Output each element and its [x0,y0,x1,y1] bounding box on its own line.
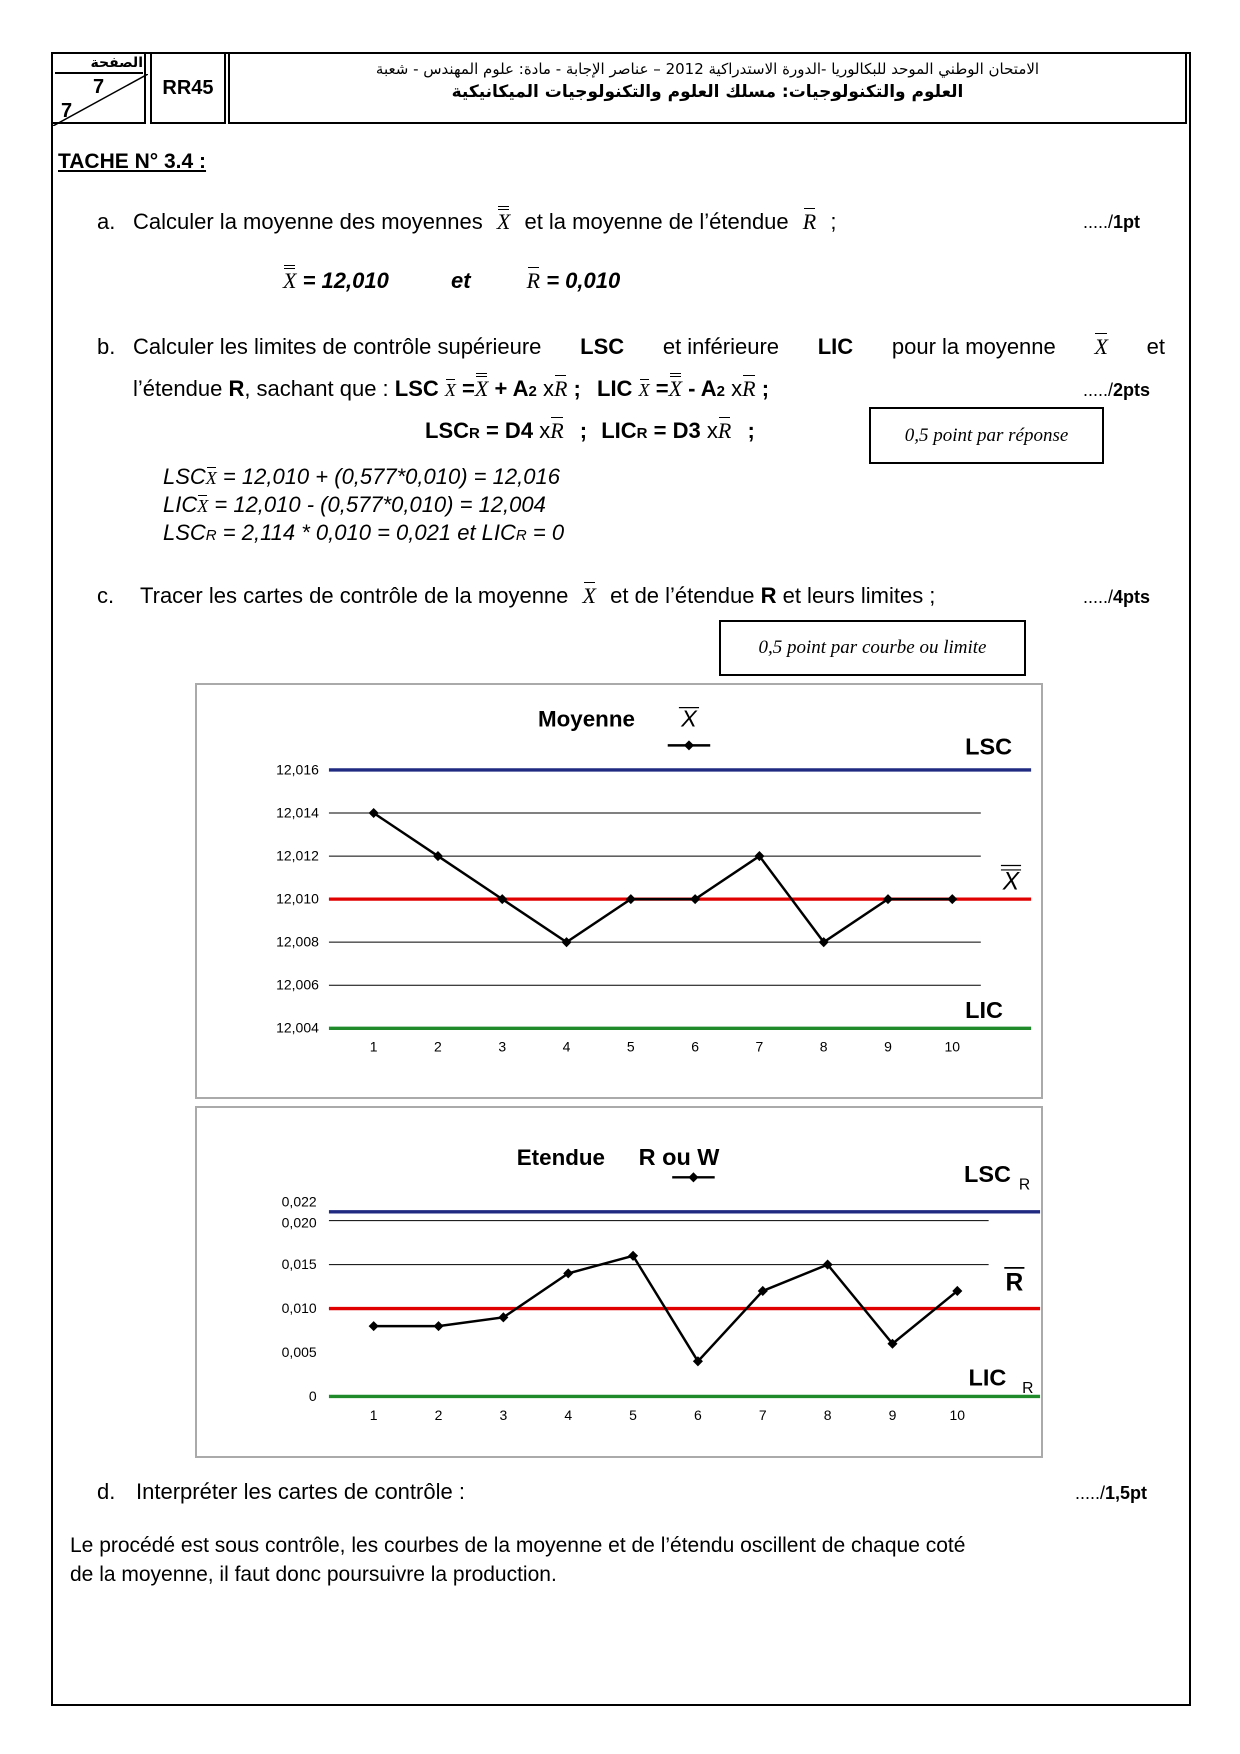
c-text1: Tracer les cartes de contrôle de la moyenne [140,583,569,608]
answer-d-line2: de la moyenne, il faut donc poursuivre la production. [70,1563,557,1586]
mean-control-chart-box [195,683,1043,1099]
r-bar-symbol: R [717,418,732,443]
sub-r: R [515,527,527,544]
points-value: 2pts [1113,380,1151,400]
x-bar-sub: X [205,468,217,488]
c-text2: et de l’étendue [610,583,755,608]
answer-b-3 [163,520,564,546]
x-double-bar-symbol: X [283,268,297,293]
y-tick-label: 0,020 [281,1214,317,1231]
y-tick-label: 0,022 [281,1193,317,1210]
x-tick-label: 2 [434,1406,443,1423]
formula-minus: - A [688,376,717,401]
b-lsc: LSC [580,334,625,359]
points-value: 4pts [1113,587,1151,607]
x-bar-sub: X [444,380,456,400]
x-double-bar-symbol: X [474,376,489,401]
y-tick-label: 0 [308,1387,317,1404]
points-value: 1,5pt [1105,1483,1148,1503]
exam-header [51,52,1187,126]
points-prefix: ...../ [1083,380,1114,400]
ans1: = 12,010 + (0,577*0,010) = 12,016 [222,464,560,489]
x-tick-label: 4 [564,1406,573,1423]
r-bar-symbol: R [526,268,541,293]
question-a-text [133,209,836,235]
points-prefix: ...../ [1083,212,1114,232]
page-total: 7 [61,100,73,122]
question-d-label: d. [97,1479,116,1504]
semicolon: ; [573,376,581,401]
y-tick-label: 12,006 [276,976,319,993]
x-tick-label: 5 [626,1038,635,1055]
label-center: X [1002,868,1020,896]
x-tick-label: 8 [823,1406,832,1423]
points-prefix: ...../ [1083,587,1114,607]
ans3c: = 0 [532,520,565,545]
question-b-label: b. [97,334,116,359]
exam-title-line2: العلوم والتكنولوجيات: مسلك العلوم والتكنولوجيات الميكانيكية [451,82,964,102]
answer-b-1 [163,464,560,490]
x-tick-label: 8 [819,1038,828,1055]
question-b-line1 [133,334,1165,360]
task-title: TACHE N° 3.4 : [58,150,207,173]
label-licr: LIC [968,1364,1007,1391]
page-current: 7 [93,76,105,98]
x-tick-label: 10 [949,1406,966,1423]
question-b-line3 [425,418,755,444]
legend-marker [688,1172,698,1182]
question-d-text: Interpréter les cartes de contrôle : [136,1479,465,1504]
formula-plus: + A [494,376,529,401]
x-tick-label: 9 [888,1406,897,1423]
r-bar-symbol: R [742,376,756,401]
r-bar-symbol: R [553,376,568,401]
x-tick-label: 9 [884,1038,892,1055]
chart1-title-symbol: X [681,705,697,732]
y-tick-label: 12,008 [276,933,319,950]
note-c: 0,5 point par courbe ou limite [719,620,1026,676]
formula-licr: LIC [601,418,637,443]
b-text4: et [1146,334,1165,359]
formula-lic: LIC [597,376,633,401]
formula-d3: = D3 [653,418,701,443]
question-c-text [140,583,935,609]
x-tick-label: 6 [694,1406,702,1423]
ans3a: LSC [163,520,206,545]
c-text3: et leurs limites ; [782,583,936,608]
c-r: R [760,583,777,608]
question-d-points [1075,1483,1147,1504]
label-lsc: LSC [965,733,1013,760]
question-a-text1: Calculer la moyenne des moyennes [133,209,483,234]
data-point [369,1321,379,1331]
chart2-title-suffix: R ou W [638,1144,720,1171]
mean-control-chart [197,685,1041,1097]
sub-r: R [636,425,648,442]
x-tick-label: 7 [758,1406,767,1423]
chart1-title: Moyenne [538,706,635,732]
x-tick-label: 4 [562,1038,571,1055]
b-text1: Calculer les limites de contrôle supérieure [133,334,542,359]
x-tick-label: 3 [498,1038,507,1055]
note-b: 0,5 point par réponse [869,407,1104,464]
semicolon: ; [761,376,770,401]
x-tick-label: 3 [499,1406,508,1423]
answer-a-r: = 0,010 [546,268,621,293]
label-rbar: R [1005,1269,1024,1297]
x-bar-symbol: X [582,583,596,608]
b-line2a: l’étendue [133,376,223,401]
times-sign: x [542,376,554,401]
y-tick-label: 0,015 [281,1256,317,1273]
y-tick-label: 12,016 [276,761,319,778]
page-number-box [51,52,146,124]
sub-2: 2 [528,383,537,400]
data-point [947,894,957,904]
answer-a [283,268,620,294]
semicolon: ; [747,418,755,443]
question-a-points [1083,212,1140,233]
y-tick-label: 12,014 [276,804,319,821]
points-value: 1pt [1113,212,1141,232]
question-b-line2: l’étendue R, sachant que : LSC X =X + A2 xR ; LIC X =X - A2 xR ; [133,376,770,401]
question-c-points [1083,587,1150,608]
label-lscr: LSC [964,1160,1011,1187]
x-bar-sub: X [197,496,209,516]
sub-r: R [469,425,480,442]
answer-a-x: = 12,010 [302,268,389,293]
y-tick-label: 0,010 [281,1300,317,1317]
times-sign: x [706,418,718,443]
formula-lscr: LSC [425,418,469,443]
x-double-bar-symbol: X [668,376,683,401]
answer-d-line1: Le procédé est sous contrôle, les courbes de la moyenne et de l’étendu oscillent de chaque coté [70,1534,966,1557]
b-lic: LIC [817,334,854,359]
times-sign: x [731,376,743,401]
answer-b-2 [163,492,546,518]
x-bar-symbol: X [1094,334,1108,359]
question-a-label: a. [97,209,116,234]
x-tick-label: 1 [369,1406,378,1423]
formula-d4: = D4 [485,418,534,443]
exam-title-line1: الامتحان الوطني الموحد للبكالوريا -الدورة الاستدراكية 2012 – عناصر الإجابة - مادة: علوم المهندس - شعبة [375,60,1040,78]
x-double-bar-symbol: X [496,209,511,234]
series-line [374,813,953,942]
question-b-points [1083,380,1150,401]
label-lic: LIC [965,997,1003,1024]
x-tick-label: 6 [691,1038,700,1055]
chart2-title: Etendue [516,1145,606,1171]
data-point [433,1321,443,1331]
y-tick-label: 12,004 [276,1019,319,1036]
ans3b: = 2,114 * 0,010 = 0,021 et LIC [222,520,516,545]
exam-code: RR45 [150,52,226,124]
b-line2b: , sachant que : [244,376,389,401]
range-control-chart [197,1108,1041,1456]
y-tick-label: 12,010 [276,890,319,907]
chart-canvas [282,1144,1040,1423]
range-control-chart-box [195,1106,1043,1458]
r-bar-symbol: R [802,209,817,234]
x-bar-sub: X [638,380,650,400]
semicolon: ; [579,418,588,443]
b-text2: et inférieure [662,334,780,359]
times-sign: x [539,418,551,443]
formula-lsc: LSC [394,376,439,401]
sub-r: R [205,527,217,544]
r-bar-symbol: R [550,418,564,443]
label-licr-sub: R [1022,1380,1034,1398]
ans2: = 12,010 - (0,577*0,010) = 12,004 [214,492,546,517]
x-tick-label: 7 [755,1038,764,1055]
question-a-text2: et la moyenne de l’étendue [524,209,789,234]
x-tick-label: 1 [369,1038,378,1055]
b-text3: pour la moyenne [891,334,1056,359]
x-tick-label: 5 [629,1406,637,1423]
y-tick-label: 0,005 [281,1343,317,1360]
question-c-label: c. [97,583,115,608]
points-prefix: ...../ [1075,1483,1106,1503]
answer-a-et: et [450,268,471,293]
ans2-pre: LIC [163,492,198,517]
chart-canvas [276,705,1031,1054]
y-tick-label: 12,012 [276,847,319,864]
question-a-text3: ; [830,209,837,234]
sub-2: 2 [716,383,725,400]
page-label: الصفحة [55,54,143,74]
x-tick-label: 2 [434,1038,442,1055]
ans1-pre: LSC [163,464,206,489]
exam-title [228,52,1187,124]
x-tick-label: 10 [944,1038,961,1055]
label-lscr-sub: R [1018,1176,1031,1194]
b-r: R [228,376,245,401]
legend-marker [684,740,694,750]
